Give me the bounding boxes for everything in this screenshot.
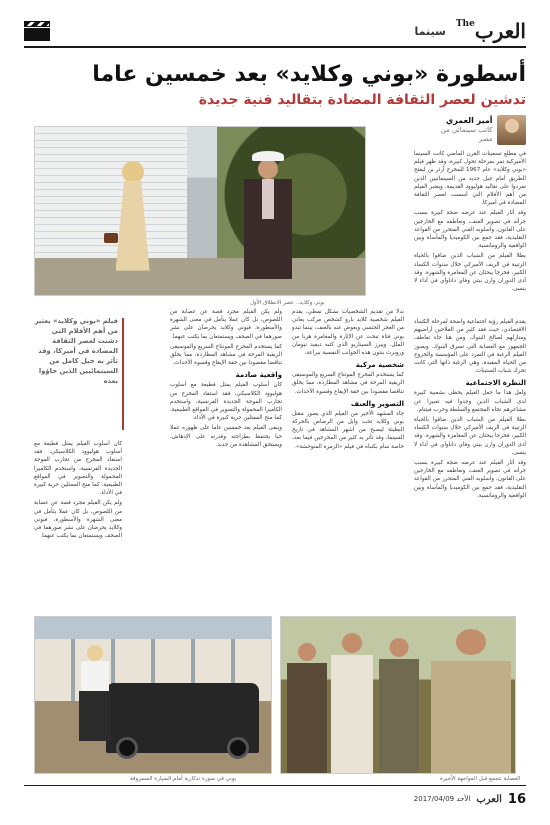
paragraph: ويبقى الفيلم بعد خمسين عاما على ظهوره عملا حيا يحتفظ بطزاجته وقدرته على الإدهاش، ويستحق المشاهدة من جديد. <box>170 425 282 448</box>
column-right-bottom <box>414 318 526 608</box>
subheading: شخصية مركبة <box>355 361 404 370</box>
paragraph: وقد أثار الفيلم عند عرضه ضجة كبيرة بسبب جرأته في تصوير العنف، وتعاطفه مع الخارجين على القانون، وأسلوبه الفني المتحرر من القواعد التقليدية، فقد جمع بين الكوميديا والمأساة وبين الواقعية والرومانسية. <box>414 460 526 499</box>
subheading: التصوير والعنف <box>350 399 404 408</box>
subheading: واقعية صادمة <box>235 371 282 380</box>
paragraph: كان أسلوب الفيلم يمثل قطيعة مع أسلوب هوليوود الكلاسيكي، فقد استفاد المخرج من تجارب الموجة الجديدة الفرنسية، واستخدم الكاميرا المحمولة والتصوير في المواقع الطبيعية، كما منح الممثلين حرية كبيرة في الأداء. <box>170 382 282 422</box>
character-figure <box>431 623 511 773</box>
paragraph: وقد أثار الفيلم عند عرضه ضجة كبيرة بسبب جرأته في تصوير العنف، وتعاطفه مع الخارجين على القانون، وأسلوبه الفني المتحرر من القواعد التقليدية، فقد جمع بين الكوميديا والمأساة وبين الواقعية والرومانسية. <box>414 210 526 250</box>
character-figure <box>379 638 419 773</box>
paragraph: ولم يكن الفيلم مجرد قصة عن عصابة من اللصوص، بل كان عملا يتأمل في معنى الشهرة والأسطورة، فبوني وكلايد يحرصان على نشر صورهما في الصحف ويستمتعان بما يكتب عنهما. <box>170 309 282 340</box>
pull-quote: فيلم «بوني وكلايد» يعتبر من أهم الأفلام التي دشنت لعصر الثقافة المضادة في أميركا، وقد تأثر به جيل كامل من السينمائيين الذين جاؤوا بعده <box>34 317 118 385</box>
paragraph: بطلا الفيلم من الشباب الذين ضاقوا بالحياة الرتيبة في الريف الأميركي خلال سنوات الكساد الكبير، فخرجا يبحثان عن المغامرة والشهرة. وقد أدى الدوران وارن بيتي وفاي داناواي في أداء لا ينسى. <box>414 417 526 456</box>
footer-info <box>414 792 526 807</box>
character-figure <box>331 633 373 773</box>
header-rule <box>24 46 526 48</box>
masthead-group <box>415 19 526 43</box>
paragraph: جاء المشهد الأخير من الفيلم الذي يصور مقتل بوني وكلايد تحت وابل من الرصاص بالحركة البطيئة ليصبح من أشهر المشاهد في تاريخ السينما، وقد تأثر به كثير من المخرجين فيما بعد، خاصة سام بكنباه في فيلم «الزمرة المتوحشة». <box>292 410 404 450</box>
car-figure <box>106 683 259 753</box>
pull-quote-bar <box>122 318 124 430</box>
page-footer <box>24 790 526 808</box>
paragraph: كما يستخدم المخرج المونتاج السريع والموسيقى الريفية المرحة في مشاهد المطاردة، مما يخلق تناقضا مقصودا بين خفة الإيقاع وقسوة الأحداث. <box>170 343 282 367</box>
column-far-left <box>34 440 122 608</box>
column-right-top <box>414 150 526 312</box>
paragraph: بطلا الفيلم من الشباب الذين ضاقوا بالحياة الرتيبة في الريف الأميركي خلال سنوات الكساد الكبير، فخرجا يبحثان عن المغامرة والشهرة. وقد أدى الدوران وارن بيتي وفاي داناواي في أداء لا ينسى. <box>414 253 526 293</box>
paragraph: بدلا من تقديم الشخصيات بشكل نمطي، يقدم الفيلم شخصية كلايد بارو كشخص مركب يعاني من العجز الجنسي ويعوض عنه بالعنف، بينما تبدو بوني فتاة تبحث عن الإثارة والمغامرة هربا من الملل. ويبرز السيناريو الذي كتبه ديفيد نيومان وروبرت بنتون هذه الجوانب النفسية ببراعة. <box>292 309 404 357</box>
logo-sub-text: The <box>455 19 475 29</box>
paragraph: ولعل هذا ما جعل الفيلم يحظى بشعبية كبيرة لدى الشباب الذين وجدوا فيه تعبيرا عن مشاعرهم تجاه المجتمع والسلطة وحرب فيتنام. <box>414 390 526 413</box>
woman-figure <box>108 161 158 276</box>
paragraph: ولم يكن الفيلم مجرد قصة عن عصابة من اللصوص، بل كان عملا يتأمل في معنى الشهرة والأسطورة، فبوني وكلايد يحرصان على نشر صورهما في الصحف ويستمتعان بما يكتب عنهما. <box>34 500 122 540</box>
man-figure <box>240 151 296 281</box>
character-figure <box>287 643 327 773</box>
photo-bottom-right <box>280 616 516 774</box>
woman-figure <box>77 645 113 745</box>
caption-top: بوني وكلايد.. عصر الانطلاق الأول <box>250 300 325 306</box>
article-title: أسطورة «بوني وكلايد» بعد خمسين عاما <box>92 62 526 87</box>
column-left-center <box>170 308 282 608</box>
caption-bottom-left: بوني في صورة تذكارية أمام السيارة المسروقة <box>130 776 237 782</box>
page-header <box>24 18 526 44</box>
paragraph: يقدم الفيلم رؤية اجتماعية واضحة لمرحلة الكساد الاقتصادي، حيث فقد كثير من الفلاحين أراضيهم ومنازلهم لصالح البنوك، ومن هنا جاء تعاطف الجمهور مع العصابة التي تسرق البنوك. ويصور الفيلم الرغبة في التمرد على المؤسسة والخروج من الحياة المقيدة، وهي الرغبة ذاتها التي كانت تحرك شباب الستينات. <box>414 319 526 375</box>
footer-brand: العرب <box>476 793 502 805</box>
article-subtitle: تدشين لعصر الثقافة المضادة بتقاليد فنية جديدة <box>198 92 526 108</box>
caption-bottom-right: العصابة تتجمع قبل المواجهة الأخيرة <box>440 776 521 782</box>
author-avatar <box>497 115 526 145</box>
column-middle <box>292 308 404 608</box>
author-byline <box>426 114 526 146</box>
footer-rule <box>24 785 526 786</box>
photo-bottom-left <box>34 616 272 774</box>
paragraph: كان أسلوب الفيلم يمثل قطيعة مع أسلوب هوليوود الكلاسيكي، فقد استفاد المخرج من تجارب الموجة الجديدة الفرنسية، واستخدم الكاميرا المحمولة والتصوير في المواقع الطبيعية، كما منح الممثلين حرية كبيرة في الأداء. <box>34 441 122 497</box>
newspaper-logo <box>454 19 526 43</box>
page-number: 16 <box>507 791 526 807</box>
photo-top <box>34 126 366 296</box>
author-name: أمير العمري <box>445 115 493 125</box>
subheading: النظرة الاجتماعية <box>465 379 526 388</box>
clapperboard-icon <box>24 21 50 41</box>
section-label: سينما <box>414 24 446 38</box>
author-role: كاتب سينمائي من مصر <box>440 126 493 144</box>
author-meta <box>426 116 493 145</box>
paragraph: كما يستخدم المخرج المونتاج السريع والموسيقى الريفية المرحة في مشاهد المطاردة، مما يخلق تناقضا مقصودا بين خفة الإيقاع وقسوة الأحداث. <box>292 372 404 395</box>
logo-text: العرب <box>474 19 526 43</box>
paragraph: في مطلع تسعينات القرن الماضي كانت السينما الأميركية تمر بمرحلة تحول كبيرة، وقد ظهر فيلم «بوني وكلايد» عام 1967 للمخرج آرثر بن ليفتح الطريق أمام جيل جديد من السينمائيين الذين تمردوا على تقاليد هوليوود القديمة. ويعتبر الفيلم من أهم الأفلام التي أسست لعصر الثقافة المضادة في أميركا. <box>414 151 526 207</box>
footer-date: الأحد 2017/04/09 <box>413 795 471 803</box>
